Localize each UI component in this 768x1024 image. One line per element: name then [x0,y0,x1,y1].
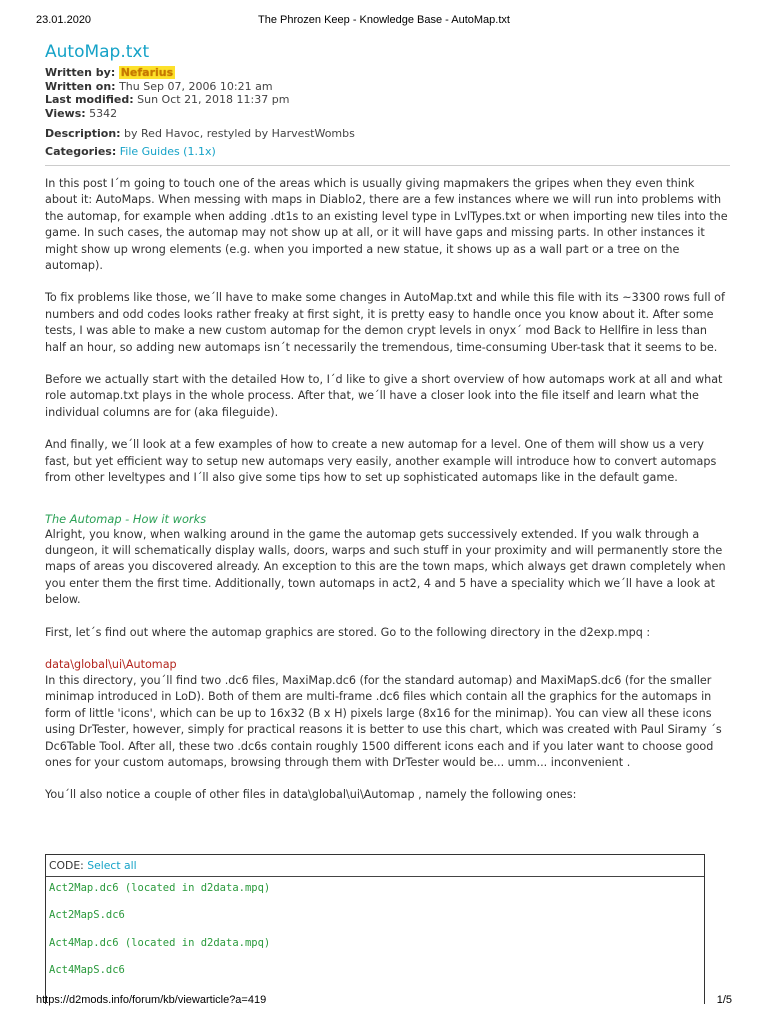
written-by-label: Written by: [45,66,116,79]
paragraph: First, let´s find out where the automap graphics are stored. Go to the following directory in the d2exp.mpq : [45,625,651,639]
code-line: Act4MapS.dc6 [49,963,125,976]
paragraph: In this post I´m going to touch one of the areas which is usually giving mapmakers the gripes when they even think about it: AutoMaps. When messing with maps in Diablo2, there are a few instances where we will run into problems with the automap, for example when adding .dt1s to an existing level type in LvlTypes.txt or when importing new tiles into the game. In such cases, the automap may not show up at all, or it will have gaps and missing parts. In other instances it might show up wrong elements (e.g. when you imported a new statue, it shows up as a wall part or a tree on the automap). [45,177,728,273]
code-line: Act4Map.dc6 (located in d2data.mpq) [49,936,271,949]
code-header [46,855,704,877]
code-line: Act2MapS.dc6 [49,909,125,922]
article-meta [45,66,730,158]
paragraph: And finally, we´ll look at a few examples of how to create a new automap for a level. One of them will show us a very fast, but yet efficient way to setup new automaps very easily, another example will introduce how to convert automaps from other leveltypes and I´ll also give some tips how to set up sophisticated automaps like in the default game. [45,438,717,485]
description-row [45,127,730,141]
code-lines [46,877,704,990]
author-link[interactable]: Nefarius [120,66,174,79]
categories-row [45,145,730,159]
last-modified-label: Last modified: [45,93,134,106]
categories-label: Categories: [45,144,117,158]
category-link[interactable]: File Guides (1.1x) [119,144,216,158]
article-content [45,40,730,976]
print-footer [0,994,768,1010]
section-heading: The Automap - How it works [45,511,207,526]
print-url: https://d2mods.info/forum/kb/viewarticle?a=419 [36,994,267,1006]
select-all-link[interactable]: Select all [87,859,137,872]
paragraph: In this directory, you´ll find two .dc6 files, MaxiMap.dc6 (for the standard automap) and MaxiMapS.dc6 (for the smaller minimap introduced in LoD). Both of them are multi-frame .dc6 files which contain all the graphics for the automaps in form of little 'icons', which can be up to 16x32 (B x H) pixels large (8x16 for the minimap). You can view all these icons using DrTester, however, simply for practical reasons it is better to use this chart, which was created with Paul Siramy ´s Dc6Table Tool. After all, these two .dc6s contain roughly 1500 different icons each and if you later want to choose good ones for your custom automaps, browsing through them with DrTester would be... umm... inconvenient . [45,673,722,769]
page-number: 1/5 [716,994,732,1006]
divider [45,165,730,166]
paragraph: You´ll also notice a couple of other files in data\global\ui\Automap , namely the following ones: [45,788,577,802]
last-modified-value: Sun Oct 21, 2018 11:37 pm [137,93,290,106]
views-value: 5342 [89,106,118,120]
print-page-title: The Phrozen Keep - Knowledge Base - AutoMap.txt [258,14,510,26]
written-on-row [45,80,730,94]
views-label: Views: [45,106,86,120]
print-date: 23.01.2020 [36,14,92,26]
written-by-row [45,66,730,80]
description-value: by Red Havoc, restyled by HarvestWombs [124,127,355,140]
code-block [45,854,705,1004]
written-on-label: Written on: [45,79,116,93]
paragraph: To fix problems like those, we´ll have to make some changes in AutoMap.txt and while this file with its ~3300 rows full of numbers and odd codes looks rather freaky at first sight, it is pretty easy to handle once you know about it. After some tests, I was able to make a new custom automap for the demon crypt levels in onyx´ mod Back to Hellfire in less than half an hour, so adding new automaps isn´t necessarily the tremendous, time-consuming Uber-task that it seems to be. [45,291,725,354]
directory-path: data\global\ui\Automap [45,657,177,671]
article-title: AutoMap.txt [45,42,150,62]
views-row [45,107,730,121]
paragraph: Before we actually start with the detailed How to, I´d like to give a short overview of how automaps work at all and what role automap.txt plays in the whole process. After that, we´ll have a closer look into the file itself and learn what the individual columns are for (aka fileguide). [45,373,723,419]
last-modified-row [45,93,730,107]
code-line: Act2Map.dc6 (located in d2data.mpq) [49,882,271,894]
description-label: Description: [45,127,121,140]
written-on-value: Thu Sep 07, 2006 10:21 am [119,79,273,93]
paragraph: Alright, you know, when walking around in the game the automap gets successively extended. If you walk through a dungeon, it will schematically display walls, doors, warps and such stuff in your proximity and will permanently store the maps of areas you discovered already. An exception to this are the town maps, which always get drawn completely when you enter them the first time. Additionally, town automaps in act2, 4 and 5 have a speciality which we´ll have a look at below. [45,527,726,607]
print-header [0,14,768,30]
code-label: CODE: [49,859,84,872]
